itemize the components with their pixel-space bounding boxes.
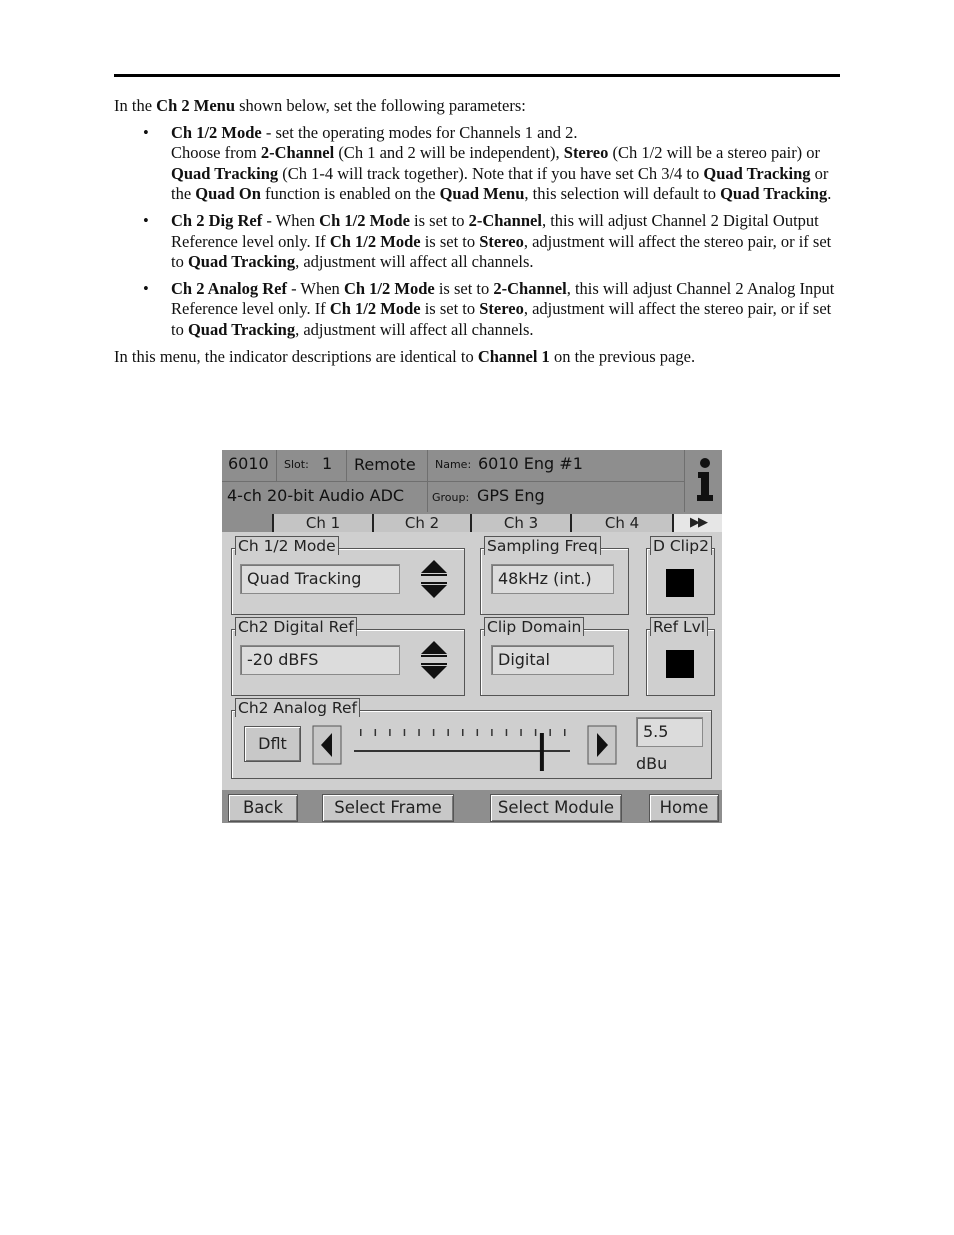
tab-ch2[interactable]: Ch 2: [372, 514, 470, 532]
bullet-dot: •: [143, 210, 149, 230]
clip-domain-group: [480, 618, 629, 696]
clip-domain-label: Clip Domain: [484, 617, 584, 636]
slot-value: 1: [322, 454, 333, 473]
ch2-digital-ref-field[interactable]: -20 dBFS: [240, 645, 400, 675]
d-clip2-group: [646, 537, 715, 615]
slider-tick: [447, 729, 449, 736]
tab-ch1[interactable]: Ch 1: [272, 514, 372, 532]
slider-tick: [506, 729, 508, 736]
down-arrow-icon[interactable]: [419, 662, 449, 682]
group-label: Group:: [432, 491, 470, 504]
slider-tick: [491, 729, 493, 736]
analog-ref-slider[interactable]: [352, 721, 574, 773]
d-clip2-indicator: [666, 569, 694, 597]
up-arrow-icon[interactable]: [419, 638, 449, 658]
group-value: GPS Eng: [477, 486, 545, 505]
ch2-digital-ref-group: [231, 618, 465, 696]
ch12-mode-arrows: [419, 557, 449, 601]
slider-tick: [375, 729, 377, 736]
slider-ticks: [360, 729, 566, 736]
ref-lvl-indicator: [666, 650, 694, 678]
up-arrow-icon[interactable]: [419, 557, 449, 577]
panel-footer: [222, 790, 722, 823]
top-rule: [114, 74, 840, 77]
slider-tick: [462, 729, 464, 736]
bullet-ch2-dig-ref: • Ch 2 Dig Ref - When Ch 1/2 Mode is set to 2-Channel, this will adjust Channel 2 Digital Output Reference level only. If Ch 1/2 Mode is set to Stereo, adjustment will affect the stereo pair, or if set to Quad Tracking, adjustment will affect all channels.: [143, 210, 832, 272]
down-arrow-icon[interactable]: [419, 581, 449, 601]
analog-ref-unit: dBu: [636, 754, 668, 773]
outro-paragraph: In this menu, the indicator descriptions are identical to Channel 1 on the previous page.: [114, 346, 696, 366]
channel-tabs: [222, 512, 722, 532]
slider-tick: [477, 729, 479, 736]
sampling-freq-field: 48kHz (int.): [491, 564, 614, 594]
header-divider: [684, 450, 685, 512]
slider-tick: [389, 729, 391, 736]
slider-tick: [520, 729, 522, 736]
d-clip2-label: D Clip2: [650, 536, 712, 555]
back-button[interactable]: Back: [228, 794, 298, 822]
slider-thumb: [540, 733, 544, 771]
model-number: 6010: [228, 454, 269, 473]
bullet-dot: •: [143, 122, 149, 142]
tab-ch4[interactable]: Ch 4: [570, 514, 672, 532]
tab-ch3[interactable]: Ch 3: [470, 514, 570, 532]
ref-lvl-label: Ref Lvl: [650, 617, 708, 636]
header-divider: [222, 481, 684, 482]
bullet-ch2-analog-ref: • Ch 2 Analog Ref - When Ch 1/2 Mode is set to 2-Channel, this will adjust Channel 2 Analog Input Reference level only. If Ch 1/2 Mode is set to Stereo, adjustment will affect the stereo pair, or if set to Quad Tracking, adjustment will affect all channels.: [143, 278, 835, 339]
info-icon[interactable]: [694, 455, 716, 503]
clip-domain-field[interactable]: Digital: [491, 645, 614, 675]
tab-more-arrow-icon[interactable]: ▶▶: [672, 514, 722, 532]
slider-tick: [535, 729, 537, 736]
intro-paragraph: In the Ch 2 Menu shown below, set the following parameters:: [114, 96, 526, 115]
ch12-mode-field[interactable]: Quad Tracking: [240, 564, 400, 594]
analog-ref-value: 5.5: [636, 717, 703, 747]
ref-lvl-group: [646, 618, 715, 696]
ch2-analog-ref-label: Ch2 Analog Ref: [235, 698, 360, 717]
home-button[interactable]: Home: [649, 794, 719, 822]
panel-body: [222, 532, 722, 790]
remote-status: Remote: [354, 455, 416, 474]
sampling-freq-group: [480, 537, 629, 615]
bullet-ch12-mode: • Ch 1/2 Mode - set the operating modes for Channels 1 and 2. Choose from 2-Channel (Ch 1 and 2 will be independent), Stereo (Ch 1/2 will be a stereo pair) or Quad Tracking (Ch 1-4 will track together). Note that if you have set Ch 3/4 to Quad Tracking or the Quad On function is enabled on the Quad Menu, this selection will default to Quad Tracking.: [143, 122, 832, 204]
slider-right-arrow-icon[interactable]: [587, 725, 617, 765]
document-text: [114, 96, 840, 367]
default-button[interactable]: Dflt: [244, 726, 301, 762]
slider-tick: [404, 729, 406, 736]
slider-left-arrow-icon[interactable]: [312, 725, 342, 765]
name-value: 6010 Eng #1: [478, 454, 583, 473]
ch2-digital-ref-label: Ch2 Digital Ref: [235, 617, 357, 636]
ch2-analog-ref-group: [231, 699, 712, 779]
slider-tick: [418, 729, 420, 736]
slider-tick: [549, 729, 551, 736]
module-description: 4-ch 20-bit Audio ADC: [227, 486, 405, 505]
header-divider: [276, 450, 277, 481]
panel-header: [222, 450, 722, 512]
bullet-dot: •: [143, 278, 149, 298]
sampling-freq-label: Sampling Freq: [484, 536, 601, 555]
slider-tick: [360, 729, 362, 736]
select-frame-button[interactable]: Select Frame: [322, 794, 454, 822]
name-label: Name:: [435, 458, 472, 471]
slider-tick: [564, 729, 566, 736]
slot-label: Slot:: [284, 458, 309, 471]
ch2-menu-panel: [222, 450, 722, 823]
select-module-button[interactable]: Select Module: [490, 794, 622, 822]
slider-tick: [433, 729, 435, 736]
ch12-mode-label: Ch 1/2 Mode: [235, 536, 339, 555]
ch2-digital-ref-arrows: [419, 638, 449, 682]
header-divider: [346, 450, 347, 481]
ch12-mode-group: [231, 537, 465, 615]
